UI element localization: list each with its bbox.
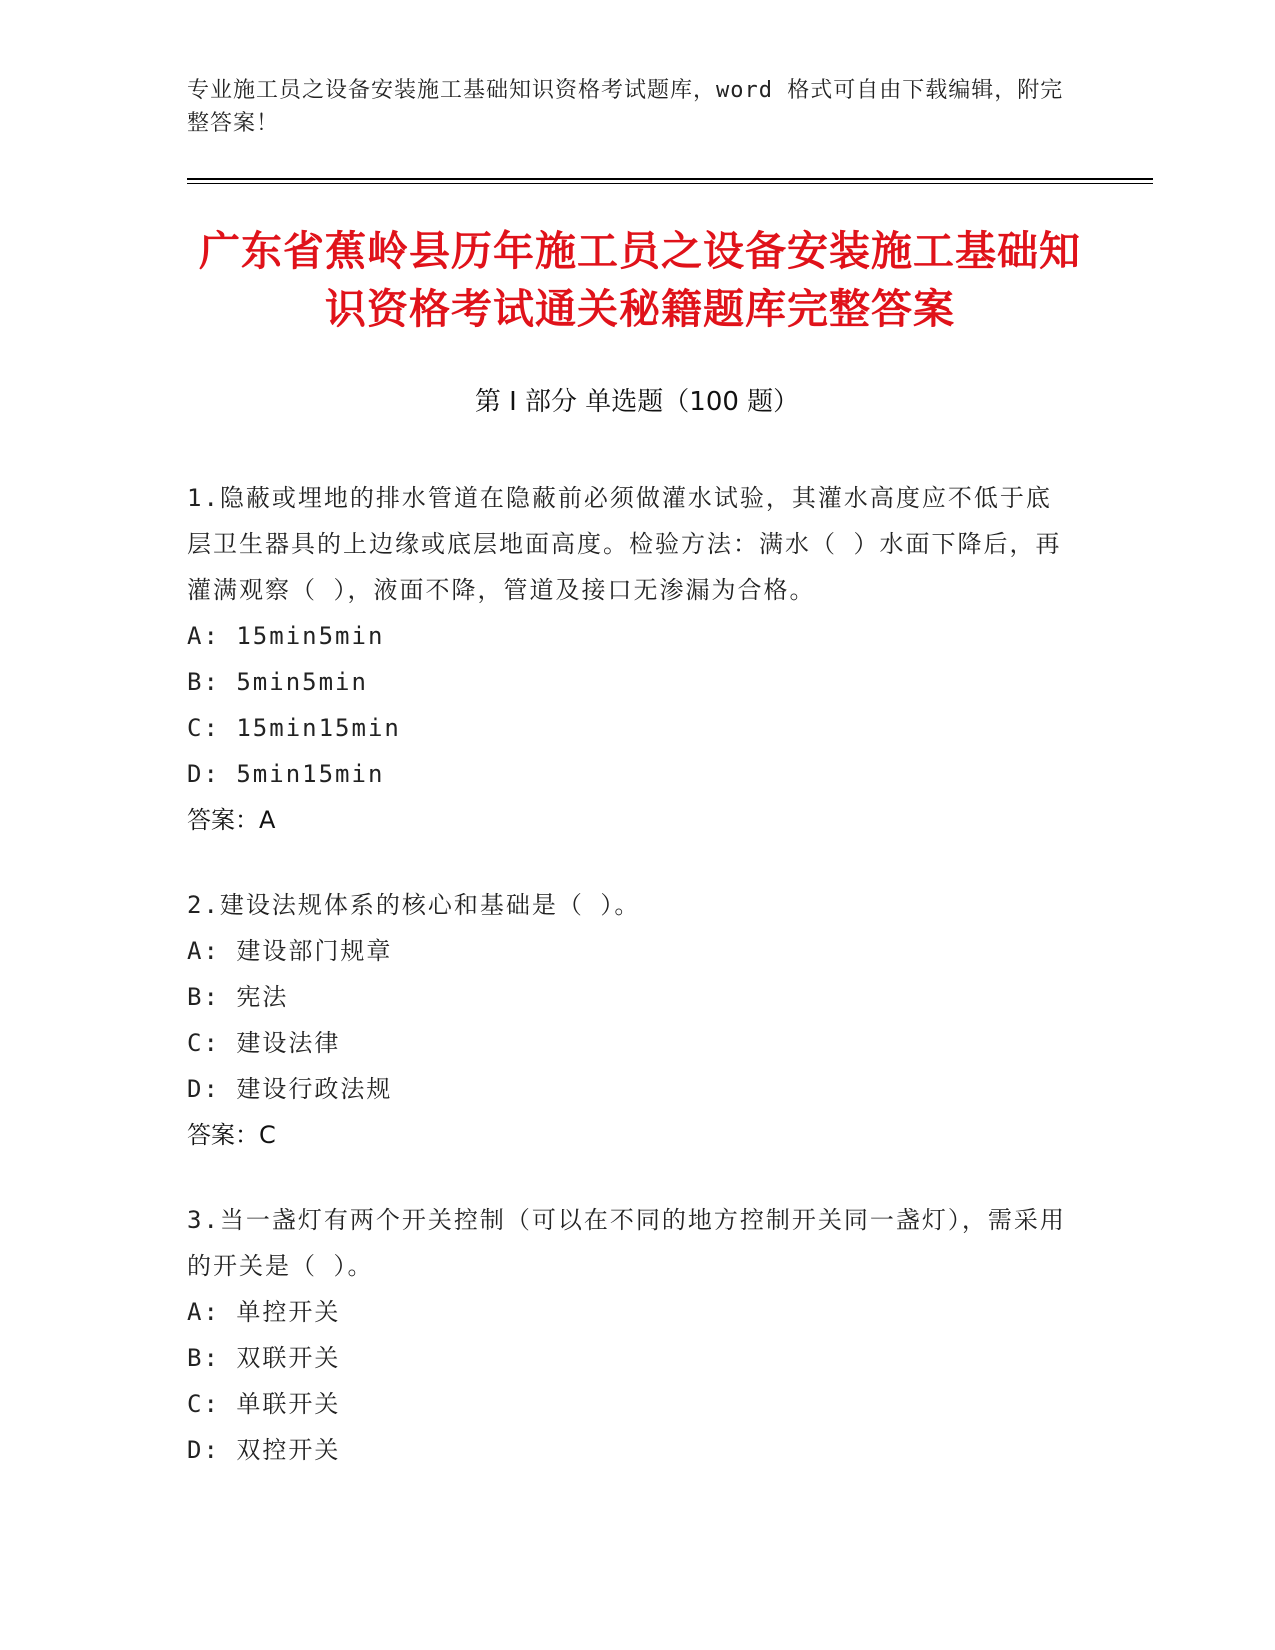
option-b: B: 宪法 [187, 983, 289, 1011]
option-d: D: 5min15min [187, 760, 385, 788]
question-3 [187, 1197, 1067, 1473]
header-note: 专业施工员之设备安装施工基础知识资格考试题库，word 格式可自由下载编辑，附完整答案！ [187, 78, 1064, 136]
option-c: C: 建设法律 [187, 1029, 341, 1057]
document-title: 广东省蕉岭县历年施工员之设备安装施工基础知识资格考试通关秘籍题库完整答案 [199, 227, 1081, 333]
option-b: B: 双联开关 [187, 1344, 341, 1372]
option-d: D: 建设行政法规 [187, 1075, 393, 1103]
option-c: C: 单联开关 [187, 1390, 341, 1418]
option-c: C: 15min15min [187, 714, 401, 742]
question-2 [187, 882, 1067, 1158]
option-a: A: 15min5min [187, 622, 385, 650]
question-1 [187, 475, 1067, 843]
question-stem: 1.隐蔽或埋地的排水管道在隐蔽前必须做灌水试验，其灌水高度应不低于底层卫生器具的上边缘或底层地面高度。检验方法：满水（ ）水面下降后，再灌满观察（ ），液面不降，管道及接口无渗漏为合格。 [187, 484, 1062, 604]
option-d: D: 双控开关 [187, 1436, 341, 1464]
header-divider-thick [187, 178, 1153, 180]
answer: 答案：C [187, 1121, 276, 1149]
option-b: B: 5min5min [187, 668, 368, 696]
question-stem: 3.当一盏灯有两个开关控制（可以在不同的地方控制开关同一盏灯），需采用的开关是（ ）。 [187, 1206, 1066, 1280]
question-list [187, 475, 1067, 1512]
question-stem: 2.建设法规体系的核心和基础是（ ）。 [187, 891, 641, 919]
section-title: 第 I 部分 单选题（100 题） [474, 387, 800, 417]
option-a: A: 建设部门规章 [187, 937, 393, 965]
answer: 答案：A [187, 806, 276, 834]
option-a: A: 单控开关 [187, 1298, 341, 1326]
header-divider-thin [187, 183, 1153, 184]
